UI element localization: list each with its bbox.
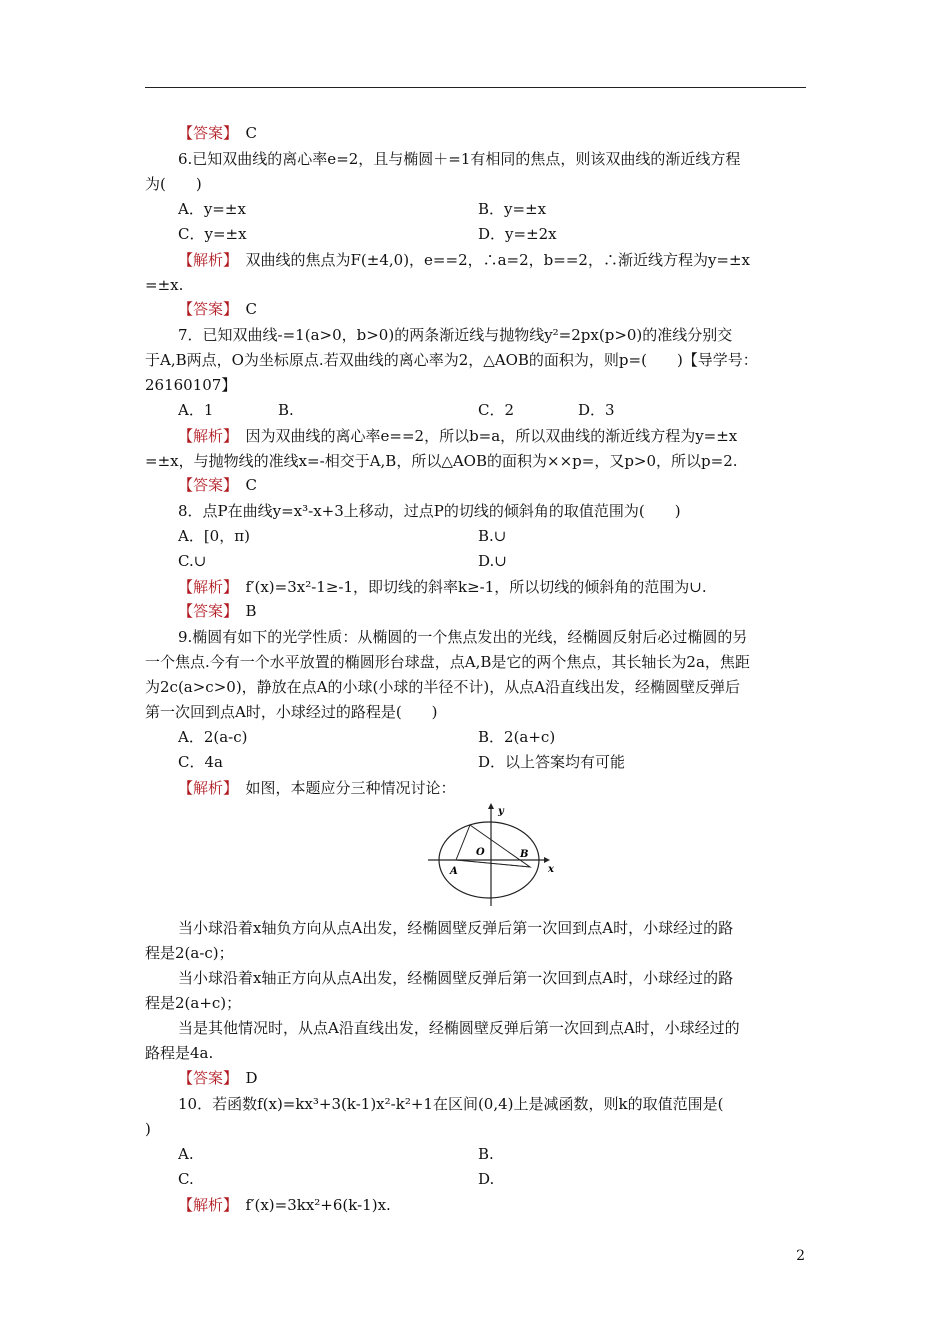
- line-text: =±x，与抛物线的准线x=-相交于A,B，所以△AOB的面积为××p=，又p>0，所以p=2.: [145, 452, 738, 470]
- text-line: [178, 968, 733, 988]
- line-text: C.: [178, 1170, 194, 1188]
- line-text: 26160107】: [145, 376, 237, 394]
- text-line: [178, 918, 733, 938]
- line-text: 当小球沿着x轴正方向从点A出发，经椭圆壁反弹后第一次回到点A时，小球经过的路: [178, 969, 734, 987]
- line-text: C: [230, 476, 257, 494]
- labeled-line: [178, 577, 707, 597]
- text-line: [178, 1018, 740, 1038]
- labeled-line: [178, 601, 257, 621]
- line-text: 一个焦点.今有一个水平放置的椭圆形台球盘，点A,B是它的两个焦点，其长轴长为2a，焦距: [145, 653, 750, 671]
- text-line: [145, 652, 750, 672]
- text-line: [145, 451, 738, 471]
- text-line: [478, 551, 507, 571]
- text-line: [178, 1169, 194, 1189]
- text-line: [478, 727, 555, 747]
- text-line: [145, 350, 758, 370]
- text-line: [145, 993, 241, 1013]
- line-text: B: [230, 602, 257, 620]
- line-text: 路程是4a.: [145, 1044, 214, 1062]
- line-text: 9.椭圆有如下的光学性质：从椭圆的一个焦点发出的光线，经椭圆反射后必过椭圆的另: [178, 628, 748, 646]
- labeled-line: [178, 250, 750, 270]
- section-tag: 【解析】: [178, 1196, 231, 1214]
- text-line: [145, 1043, 213, 1063]
- header-rule: [145, 87, 806, 88]
- line-text: 为2c(a>c>0)，静放在点A的小球(小球的半径不计)，从点A沿直线出发，经椭圆壁反弹后: [145, 678, 741, 696]
- ball-path-extra: [456, 860, 530, 867]
- text-line: [178, 526, 250, 546]
- text-line: [178, 400, 213, 420]
- line-text: f′(x)=3x²-1≥-1，即切线的斜率k≥-1，所以切线的倾斜角的范围为∪.: [230, 578, 707, 596]
- line-text: 因为双曲线的离心率e==2，所以b=a，所以双曲线的渐近线方程为y=±x: [230, 427, 738, 445]
- text-line: [178, 224, 247, 244]
- text-line: [478, 224, 557, 244]
- line-text: D．y=±2x: [478, 225, 557, 243]
- line-text: C．2: [478, 401, 515, 419]
- line-text: A.: [178, 1145, 194, 1163]
- text-line: [178, 627, 747, 647]
- label-x: x: [548, 864, 554, 875]
- labeled-line: [178, 123, 257, 143]
- page-number: 2: [796, 1248, 805, 1264]
- text-line: [178, 752, 223, 772]
- line-text: C: [230, 300, 257, 318]
- line-text: B.: [478, 1145, 494, 1163]
- section-tag: 【答案】: [178, 124, 231, 142]
- line-text: 10．若函数f(x)=kx³+3(k-1)x²-k²+1在区间(0,4)上是减函数，则k的取值范围是(: [178, 1095, 724, 1113]
- text-line: [478, 1169, 494, 1189]
- labeled-line: [178, 1068, 258, 1088]
- line-text: 程是2(a+c)；: [145, 994, 242, 1012]
- line-text: 如图，本题应分三种情况讨论：: [230, 779, 456, 797]
- text-line: [178, 1144, 194, 1164]
- line-text: A．y=±x: [178, 200, 246, 218]
- line-text: C．4a: [178, 753, 223, 771]
- line-text: 6.已知双曲线的离心率e=2，且与椭圆＋=1有相同的焦点，则该双曲线的渐近线方程: [178, 150, 741, 168]
- text-line: [178, 325, 732, 345]
- labeled-line: [178, 475, 257, 495]
- line-text: A．2(a-c): [178, 728, 248, 746]
- line-text: 于A,B两点，O为坐标原点.若双曲线的离心率为2，△AOB的面积为，则p=( )【导学号：: [145, 351, 758, 369]
- section-tag: 【答案】: [178, 1069, 231, 1087]
- x-axis-arrow: [544, 857, 550, 863]
- text-line: [145, 174, 202, 194]
- labeled-line: [178, 1195, 391, 1215]
- section-tag: 【解析】: [178, 578, 231, 596]
- ellipse-diagram: [428, 800, 568, 908]
- label-O: O: [476, 847, 485, 858]
- line-text: D.: [478, 1170, 495, 1188]
- line-text: ): [145, 1120, 151, 1138]
- text-line: [178, 199, 246, 219]
- line-text: D．以上答案均有可能: [478, 753, 626, 771]
- text-line: [478, 526, 506, 546]
- section-tag: 【答案】: [178, 476, 231, 494]
- section-tag: 【解析】: [178, 779, 231, 797]
- text-line: [178, 1094, 723, 1114]
- line-text: =±x.: [145, 276, 184, 294]
- text-line: [145, 1119, 151, 1139]
- text-line: [478, 400, 514, 420]
- section-tag: 【解析】: [178, 427, 231, 445]
- labeled-line: [178, 299, 257, 319]
- line-text: D．3: [578, 401, 615, 419]
- line-text: f′(x)=3kx²+6(k-1)x.: [230, 1196, 391, 1214]
- text-line: [145, 677, 740, 697]
- line-text: 程是2(a-c)；: [145, 944, 234, 962]
- line-text: C．y=±x: [178, 225, 247, 243]
- labeled-line: [178, 426, 737, 446]
- y-axis-arrow: [488, 803, 494, 809]
- text-line: [145, 375, 236, 395]
- line-text: B.∪: [478, 527, 507, 545]
- label-B: B: [520, 849, 529, 860]
- section-tag: 【解析】: [178, 251, 231, 269]
- line-text: 当小球沿着x轴负方向从点A出发，经椭圆壁反弹后第一次回到点A时，小球经过的路: [178, 919, 734, 937]
- line-text: B．2(a+c): [478, 728, 556, 746]
- line-text: D.∪: [478, 552, 507, 570]
- line-text: 7．已知双曲线-=1(a>0，b>0)的两条渐近线与抛物线y²=2px(p>0)的准线分别交: [178, 326, 733, 344]
- text-line: [178, 551, 206, 571]
- line-text: B.: [278, 401, 294, 419]
- text-line: [145, 943, 234, 963]
- text-line: [178, 727, 248, 747]
- line-text: 第一次回到点A时，小球经过的路程是( ): [145, 703, 438, 721]
- line-text: C.∪: [178, 552, 207, 570]
- text-line: [145, 275, 183, 295]
- text-line: [178, 149, 740, 169]
- text-line: [178, 501, 681, 521]
- text-line: [478, 752, 625, 772]
- line-text: A．[0，π): [178, 527, 250, 545]
- line-text: 为( ): [145, 175, 202, 193]
- line-text: D: [230, 1069, 258, 1087]
- line-text: 8．点P在曲线y=x³-x+3上移动，过点P的切线的倾斜角的取值范围为( ): [178, 502, 681, 520]
- line-text: 双曲线的焦点为F(±4,0)，e==2，∴a=2，b==2，∴渐近线方程为y=±x: [230, 251, 751, 269]
- section-tag: 【答案】: [178, 300, 231, 318]
- line-text: 当是其他情况时，从点A沿直线出发，经椭圆壁反弹后第一次回到点A时，小球经过的: [178, 1019, 740, 1037]
- label-A: A: [450, 866, 458, 877]
- line-text: C: [230, 124, 257, 142]
- text-line: [145, 702, 438, 722]
- text-line: [478, 199, 546, 219]
- text-line: [478, 1144, 494, 1164]
- line-text: A．1: [178, 401, 214, 419]
- text-line: [578, 400, 615, 420]
- section-tag: 【答案】: [178, 602, 231, 620]
- labeled-line: [178, 778, 456, 798]
- text-line: [278, 400, 294, 420]
- label-y: y: [498, 806, 504, 817]
- line-text: B．y=±x: [478, 200, 547, 218]
